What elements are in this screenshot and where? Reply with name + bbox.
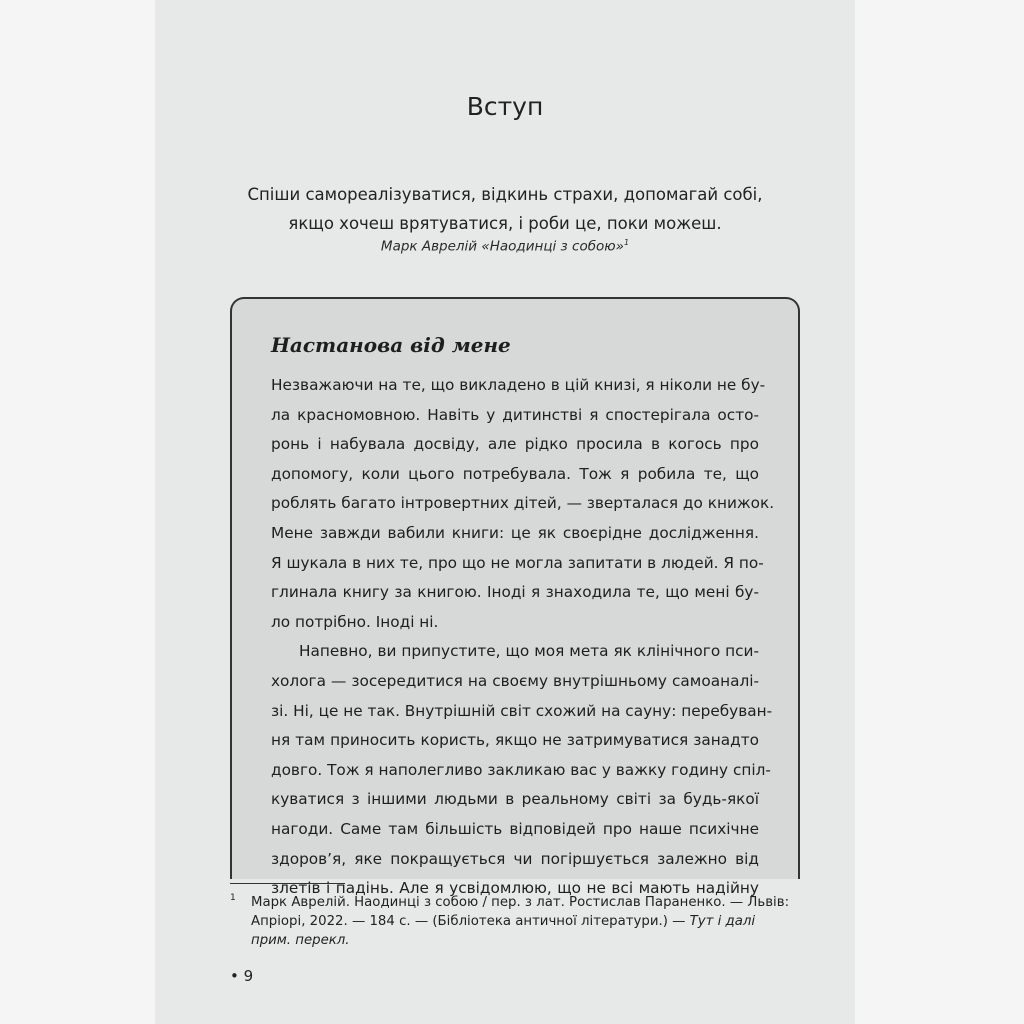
footnote-text: Марк Аврелій. Наодинці з собою / пер. з лат. Ростислав Параненко. — Львів: Апріорі, 2022. — 184 с. — (Бібліотека античної літератури.) — [251,895,790,929]
footnote-note: Тут і далі прим. перекл. [251,914,756,948]
body-line: Мене завжди вабили книги: це як своєрідне дослідження. [271,523,759,542]
body-line: роблять багато інтровертних дітей, — зверталася до книжок. [271,494,775,513]
sidebar-box [230,297,800,898]
chapter-title: Вступ [466,92,544,121]
body-line: ло потрібно. Іноді ні. [271,612,439,631]
body-line: куватися з іншими людьми в реальному світі за будь-якої [271,790,759,809]
body-line: Напевно, ви припустите, що моя мета як клінічного пси- [299,642,759,661]
body-line: глинала книгу за книгою. Іноді я знаходила те, що мені бу- [271,583,759,602]
body-line: ня там приносить користь, якщо не затримуватися занадто [271,731,759,750]
page-number: • 9 [230,967,254,985]
epigraph-line: якщо хочеш врятуватися, і роби це, поки можеш. [288,214,722,233]
body-line: здоров’я, яке покращується чи погіршується залежно від [271,849,759,868]
body-line: Незважаючи на те, що викладено в цій книзі, я ніколи не бу- [271,376,766,394]
epigraph-source-text: Марк Аврелій «Наодинці з собою» [380,238,624,255]
epigraph-line: Спіши самореалізуватися, відкинь страхи, допомагай собі, [247,185,763,204]
box-body [271,371,775,904]
epigraph [155,180,855,238]
footnote-mark: 1 [230,893,236,903]
body-line: холога — зосередитися на своєму внутрішньому самоаналі- [271,671,759,690]
body-line: допомогу, коли цього потребувала. Тож я робила те, що [271,464,759,483]
body-line: довго. Тож я наполегливо закликаю вас у важку годину спіл- [271,760,771,779]
body-line: ронь і набувала досвіду, але рідко просила в когось про [271,435,759,454]
body-line: ла красномовною. Навіть у дитинстві я спостерігала осто- [271,405,759,424]
body-line: нагоди. Саме там більшість відповідей про наше психічне [271,819,759,838]
book-page [155,0,855,1024]
footnote-ref: 1 [623,238,630,247]
footnote [230,893,790,950]
epigraph-source [155,238,855,255]
body-line: зі. Ні, це не так. Внутрішній світ схожий на сауну: перебуван- [271,701,773,720]
box-title: Настанова від мене [271,333,511,357]
body-line: злетів і падінь. Але я усвідомлюю, що не всі мають надійну [271,879,759,898]
body-line: Я шукала в них те, про що не могла запитати в людей. Я по- [271,553,764,572]
footnote-divider [230,883,345,884]
